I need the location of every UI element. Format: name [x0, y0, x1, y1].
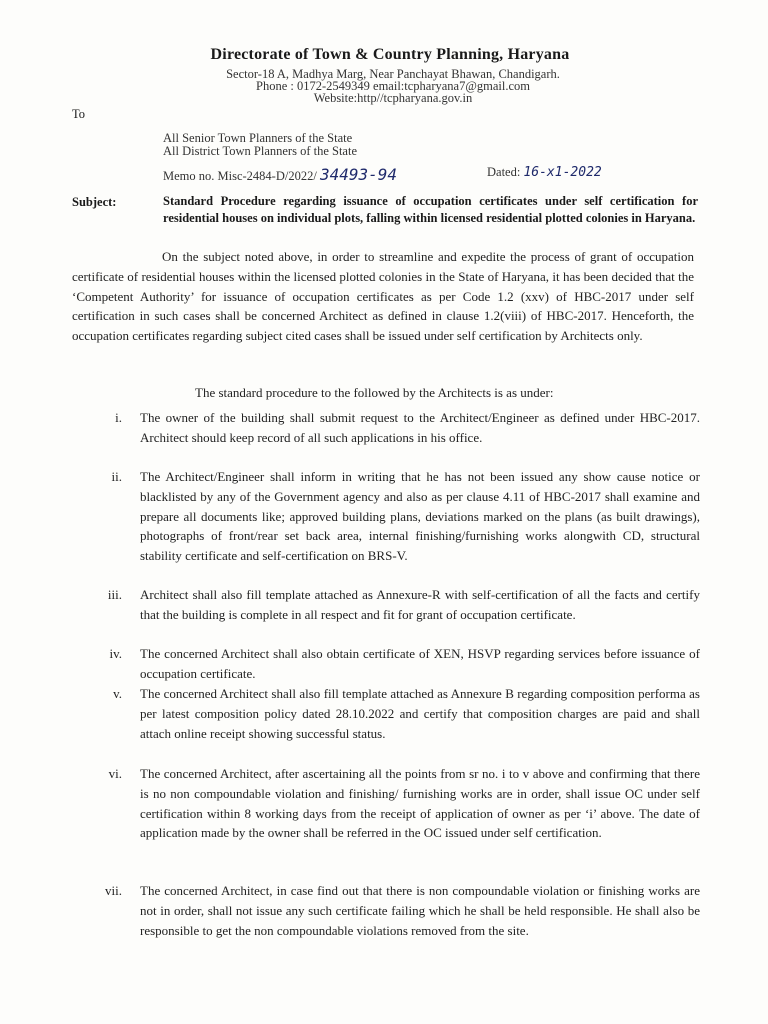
letterhead-contact: Phone : 0172-2549349 email:tcpharyana7@gmail.com	[256, 79, 530, 93]
list-item-text: The concerned Architect, in case find out that there is non compoundable violation or finishing works are not in order, shall not issue any such certificate failing which he shall be held responsible. He shall also be responsible to get the non compoundable violations removed from the site.	[140, 883, 700, 938]
recipient-line: All Senior Town Planners of the State	[163, 131, 353, 145]
subject-text: Standard Procedure regarding issuance of occupation certificates under self certification for residential houses on individual plots, falling within licensed residential plotted colonies in Haryana.	[163, 194, 698, 225]
list-item-text: The concerned Architect, after ascertaining all the points from sr no. i to v above and confirming that there is no non compoundable violation and finishing/ furnishing works are in order, shall issue OC under self certification within 8 working days from the receipt of application of owner as per ‘i’ above. The date of application made by the owner shall be referred in the OC issued under self certification.	[140, 766, 700, 841]
list-item-text: The Architect/Engineer shall inform in writing that he has not been issued any show cause notice or blacklisted by any of the Government agency and also as per clause 4.11 of HBC-2017 shall examine and prepare all documents like; approved building plans, deviations marked on the plans (as built drawings), photographs of front/rear set back area, internal finishing/furnishing works alongwith CD, structural stability certificate and self-certification on BRS-V.	[140, 469, 700, 564]
memo-handwritten-number: 34493-94	[319, 165, 397, 184]
memo-number	[163, 165, 397, 184]
recipient-line: All District Town Planners of the State	[163, 144, 358, 158]
list-item-number: i.	[115, 410, 122, 425]
list-item	[72, 585, 700, 625]
memo-label: Memo no. Misc-2484-D/2022/	[163, 169, 317, 183]
procedure-intro: The standard procedure to the followed by the Architects is as under:	[195, 385, 554, 400]
list-item-number: vi.	[108, 766, 122, 781]
list-item-number: iv.	[109, 646, 122, 661]
list-item-number: iii.	[107, 587, 122, 602]
to-label: To	[72, 107, 86, 121]
list-item-number: v.	[113, 686, 122, 701]
dated-label: Dated:	[487, 165, 521, 179]
letterhead-address: Sector-18 A, Madhya Marg, Near Panchayat Bhawan, Chandigarh.	[226, 67, 560, 81]
list-item-text: Architect shall also fill template attached as Annexure-R with self-certification of all the facts and certify that the building is complete in all respect and fit for grant of occupation certificate.	[140, 587, 700, 622]
list-item	[72, 684, 700, 743]
subject-label: Subject:	[72, 195, 117, 209]
list-item	[72, 881, 700, 940]
letterhead-website: Website:http//tcpharyana.gov.in	[313, 91, 473, 105]
memo-date	[487, 165, 602, 180]
list-item-text: The concerned Architect shall also obtain certificate of XEN, HSVP regarding services before issuance of occupation certificate.	[140, 646, 700, 681]
list-item-text: The owner of the building shall submit request to the Architect/Engineer as defined under HBC-2017. Architect should keep record of all such applications in his office.	[140, 410, 700, 445]
letterhead-title: Directorate of Town & Country Planning, Haryana	[210, 46, 570, 63]
list-item-text: The concerned Architect shall also fill template attached as Annexure B regarding composition performa as per latest composition policy dated 28.10.2022 and certify that composition charges are paid and shall attach online receipt showing successful status.	[140, 686, 700, 741]
list-item	[72, 408, 700, 448]
list-item	[72, 644, 700, 684]
list-item-number: vii.	[105, 883, 122, 898]
intro-paragraph: On the subject noted above, in order to streamline and expedite the process of grant of occupation certificate of residential houses within the licensed plotted colonies in the State of Haryana, it has been decided that the ‘Competent Authority’ for issuance of occupation certificates as per Code 1.2 (xxv) of HBC-2017 under self certification in such cases shall be concerned Architect as defined in clause 1.2(viii) of HBC-2017. Henceforth, the occupation certificates regarding subject cited cases shall be issued under self certification by Architects only.	[72, 249, 694, 344]
list-item-number: ii.	[111, 469, 122, 484]
handwritten-date: 16-x1-2022	[523, 165, 602, 180]
list-item	[72, 467, 700, 566]
list-item	[72, 764, 700, 843]
